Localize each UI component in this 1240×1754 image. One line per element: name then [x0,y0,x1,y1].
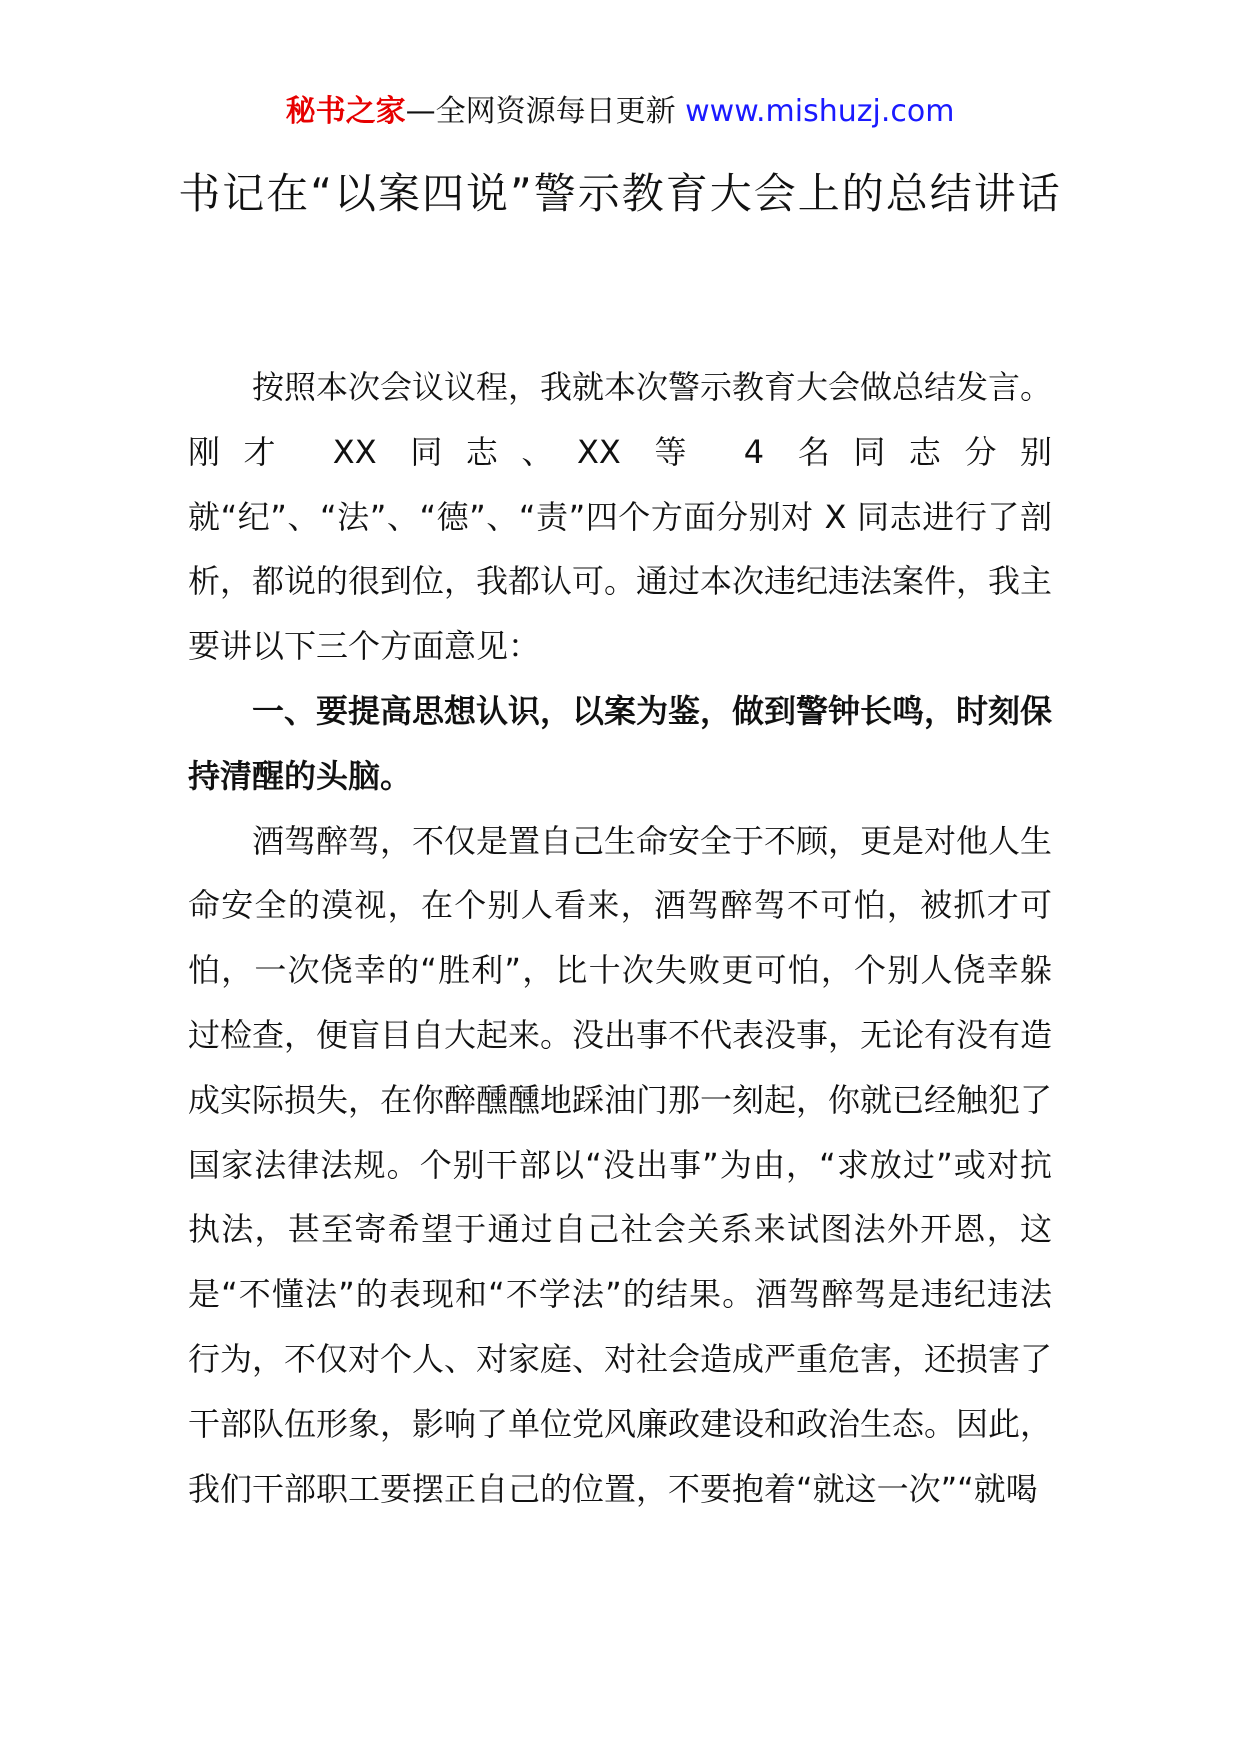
site-brand-name: 秘书之家 [285,94,406,129]
site-tagline: —全网资源每日更新 [405,94,686,129]
document-title: 书记在“以案四说”警示教育大会上的总结讲话 [178,169,1062,218]
paragraph-intro: 按照本次会议议程，我就本次警示教育大会做总结发言。刚才 XX 同志、XX 等 4 名同志分别就“纪”、“法”、“德”、“责”四个方面分别对 X 同志进行了剖析，都说的很到位，我都认可。通过本次违纪违法案件，我主要讲以下三个方面意见： [188,368,1053,666]
site-header-banner [0,92,1240,132]
document-body [188,355,1052,1521]
section-heading-one: 一、要提高思想认识，以案为鉴，做到警钟长鸣，时刻保持清醒的头脑。 [188,691,1053,795]
site-url-link[interactable]: www.mishuzj.com [685,94,955,129]
paragraph-drunk-driving: 酒驾醉驾，不仅是置自己生命安全于不顾，更是对他人生命安全的漠视，在个别人看来，酒驾醉驾不可怕，被抓才可怕，一次侥幸的“胜利”，比十次失败更可怕，个别人侥幸躲过检查，便盲目自大起来。没出事不代表没事，无论有没有造成实际损失，在你醉醺醺地踩油门那一刻起，你就已经触犯了国家法律法规。个别干部以“没出事”为由，“求放过”或对抗执法，甚至寄希望于通过自己社会关系来试图法外开恩，这是“不懂法”的表现和“不学法”的结果。酒驾醉驾是违纪违法行为，不仅对个人、对家庭、对社会造成严重危害，还损害了干部队伍形象，影响了单位党风廉政建设和政治生态。因此，我们干部职工要摆正自己的位置，不要抱着“就这一次”“就喝 [188,821,1053,1508]
